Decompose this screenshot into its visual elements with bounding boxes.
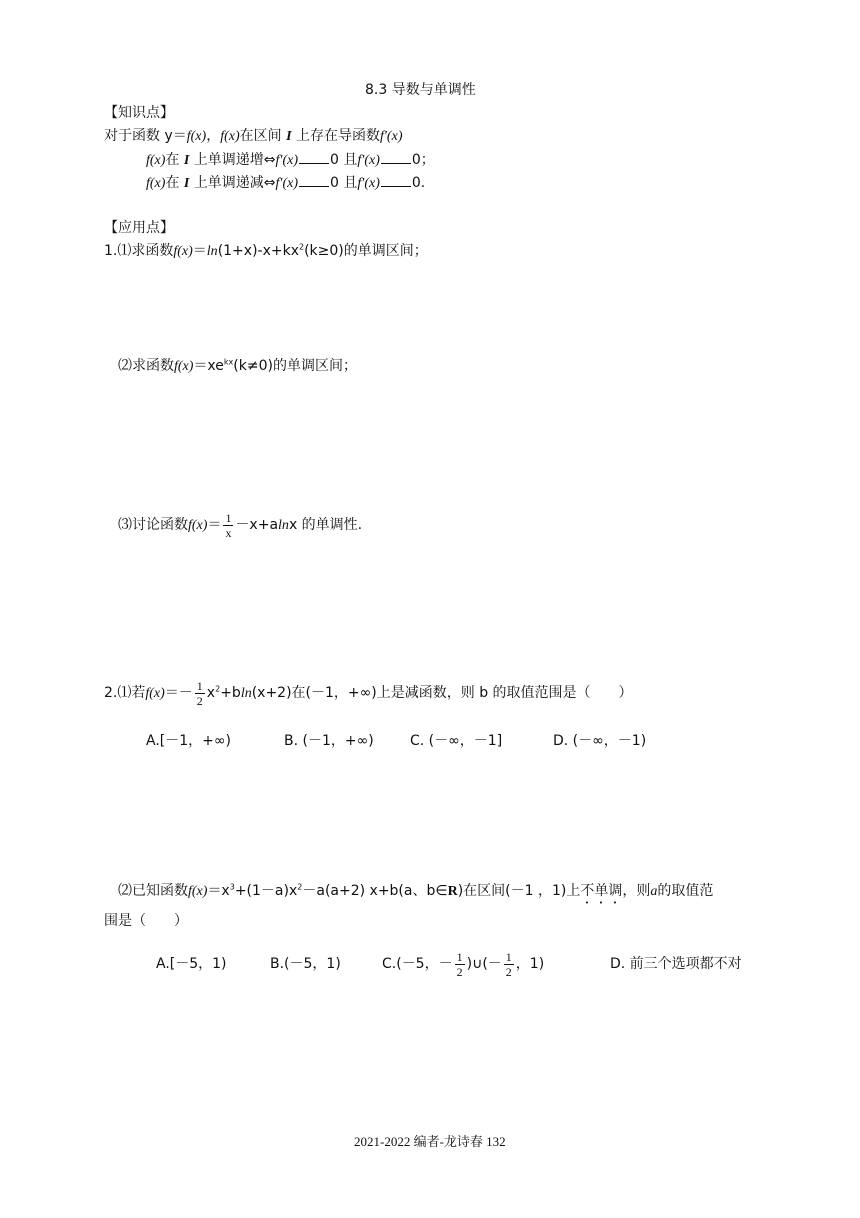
fraction-1-over-2: $\frac{1}{2}$ bbox=[196, 678, 203, 708]
knowledge-increasing: f(x)在 I 上单调递增⇔f′(x) 0 且f′(x) 0； bbox=[146, 149, 435, 171]
option-2-1-c[interactable]: C. (－∞，－1] bbox=[410, 733, 503, 749]
page-footer: 2021-2022 编者-龙诗春 132 bbox=[354, 1134, 506, 1149]
question-2-2-line-2: 围是（ ） bbox=[104, 913, 188, 929]
question-1-1: 1.⑴求函数$f(x)=\ln(1+x)-x+kx^2(k\ge 0)$的单调区间； bbox=[104, 242, 428, 259]
emphasis-dots: 不单调 bbox=[580, 883, 623, 899]
option-2-2-c[interactable]: C.(－5，－ $\frac{1}{2}$ )∪(－ $\frac{1}{2}$ ，1) bbox=[382, 949, 545, 979]
page-title: 8.3 导数与单调性 bbox=[365, 82, 476, 98]
application-heading: 【应用点】 bbox=[104, 220, 174, 236]
option-2-1-d[interactable]: D. (－∞，－1) bbox=[553, 733, 647, 749]
option-2-1-b[interactable]: B. (－1，+∞) bbox=[284, 733, 374, 749]
option-2-2-d[interactable]: D. 前三个选项都不对 bbox=[610, 956, 742, 972]
question-1-2: ⑵求函数$f(x)=xe^{kx}(k\ne 0)$的单调区间； bbox=[118, 357, 357, 374]
blank-2[interactable] bbox=[381, 149, 411, 164]
blank-4[interactable] bbox=[381, 172, 411, 187]
option-2-2-b[interactable]: B.(－5，1) bbox=[270, 956, 341, 972]
question-2-2-line-1: ⑵已知函数$f(x)=x^3+(1-a)x^2-a(a+2)$ x+b(a、b∈R)在区间(－1 ，1)上不单调，则a的取值范 bbox=[118, 882, 714, 899]
question-1-3: ⑶讨论函数f(x)＝ $\frac{1}{x}$ －x+alnx 的单调性. bbox=[118, 510, 363, 540]
option-2-2-a[interactable]: A.[－5，1) bbox=[156, 956, 227, 972]
knowledge-decreasing: f(x)在 I 上单调递减⇔f′(x) 0 且f′(x) 0. bbox=[146, 172, 425, 194]
option-2-1-a[interactable]: A.[－1，+∞) bbox=[146, 733, 232, 749]
blank-3[interactable] bbox=[299, 172, 329, 187]
question-2-1: 2.⑴若f(x)＝－ $\frac{1}{2}$ $x^2+bln(x+2)$在(－1，+∞)上是减函数，则 b 的取值范围是（ ） bbox=[104, 678, 633, 708]
knowledge-heading: 【知识点】 bbox=[104, 105, 174, 121]
knowledge-intro: 对于函数 y＝f(x)，f(x)在区间 I 上存在导函数f′(x) bbox=[104, 128, 403, 144]
fraction-1-over-x: $\frac{1}{x}$ bbox=[225, 510, 232, 540]
blank-1[interactable] bbox=[299, 149, 329, 164]
